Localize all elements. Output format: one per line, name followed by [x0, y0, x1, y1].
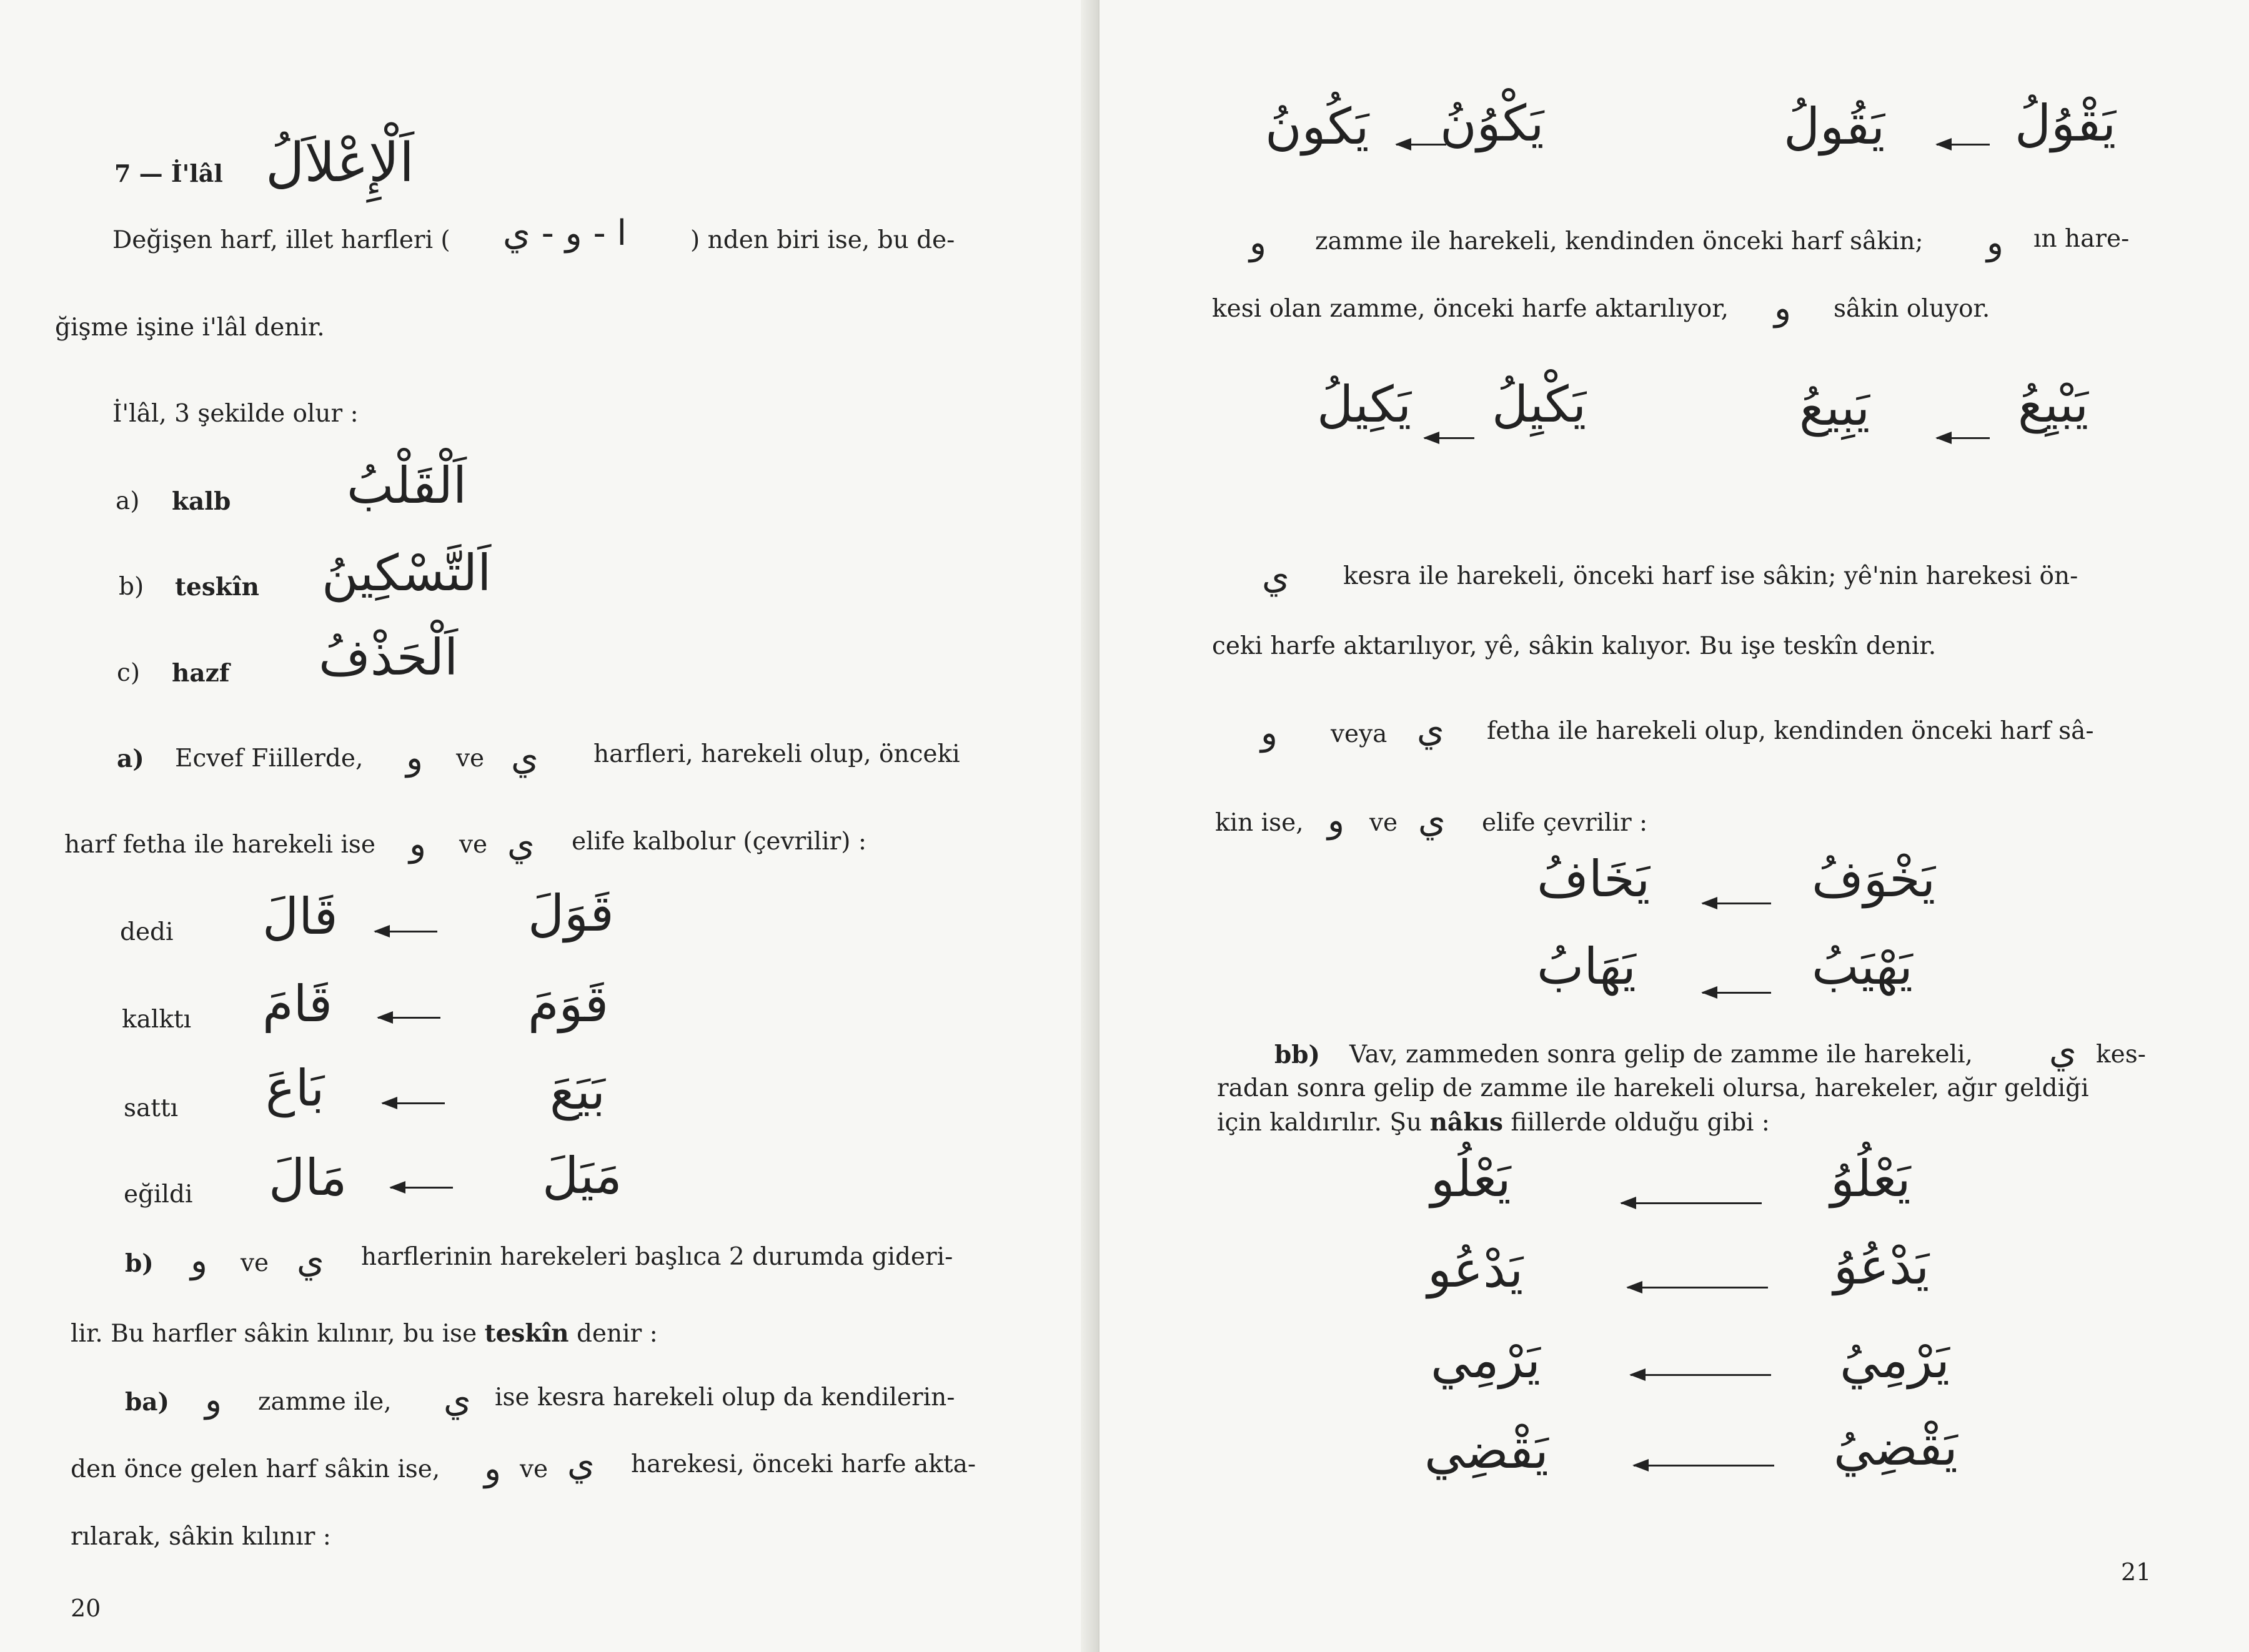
example-result: يَهَابُ — [1537, 937, 1636, 996]
arrow-left-icon — [1631, 1374, 1771, 1376]
right-p2-line1: kesra ile harekeli, önceki harf ise sâkin; yê'nin harekesi ön- — [1343, 562, 2078, 590]
example-meaning: eğildi — [124, 1180, 193, 1209]
arrow-left-icon — [378, 1017, 440, 1019]
example-result: بَاعَ — [266, 1059, 325, 1117]
type-letter: b) — [119, 573, 144, 601]
subsection-a-text-b: harfleri, harekeli olup, önceki — [593, 740, 960, 768]
example-source: يَقْوُلُ — [2015, 94, 2117, 152]
waw-letter: و — [1328, 800, 1345, 841]
subsection-bb-label: bb) — [1274, 1041, 1320, 1069]
page-number: 21 — [2121, 1558, 2152, 1586]
subsection-a-line2: harf fetha ile harekeli ise — [64, 831, 375, 859]
ya-letter: ي — [507, 824, 535, 864]
ve-text: ve — [1369, 809, 1398, 837]
waw-letter: و — [484, 1448, 502, 1489]
example-meaning: sattı — [124, 1094, 179, 1122]
example-source: يَرْمِيُ — [1840, 1331, 1950, 1389]
example-meaning: dedi — [120, 918, 174, 946]
intro-text-a: Değişen harf, illet harfleri ( — [112, 226, 450, 254]
right-p3-line1: fetha ile harekeli olup, kendinden önceki harf sâ- — [1487, 717, 2094, 745]
example-result: يَدْعُو — [1427, 1240, 1524, 1298]
example-result: قَامَ — [262, 975, 333, 1033]
subsection-b-text: harflerinin harekeleri başlıca 2 durumda gideri- — [361, 1243, 953, 1271]
arrow-left-icon — [1937, 144, 1990, 146]
type-arabic: اَلْقَلْبُ — [347, 457, 467, 515]
right-p1-line2-b: sâkin oluyor. — [1834, 295, 1990, 323]
waw-letter: و — [1774, 288, 1792, 329]
example-source: يَخْوَفُ — [1812, 850, 1936, 908]
example-result: يَكِيلُ — [1317, 375, 1412, 433]
ve-text: ve — [520, 1455, 549, 1483]
heading-arabic: اَلْإِعْلاَلُ — [266, 132, 415, 194]
arrow-left-icon — [1424, 437, 1474, 439]
subsection-ba-text-b: ise kesra harekeli olup da kendilerin- — [495, 1383, 955, 1412]
right-page — [1100, 0, 2249, 1652]
waw-letter: و — [409, 824, 427, 864]
veya-text: veya — [1331, 720, 1388, 748]
arrow-left-icon — [1627, 1287, 1768, 1288]
example-source: يَكْوُنُ — [1440, 94, 1544, 152]
right-p1-text-b: ın hare- — [2033, 225, 2130, 253]
subsection-b-label: b) — [125, 1249, 154, 1278]
ya-letter: ي — [1417, 710, 1444, 750]
example-source: يَقْضِيُ — [1834, 1418, 1958, 1476]
nakis-term: nâkıs — [1429, 1108, 1503, 1137]
waw-letter: و — [1987, 222, 2004, 263]
right-p3-line2-b: elife çevrilir : — [1482, 809, 1648, 837]
type-name: teskîn — [175, 573, 259, 601]
arrow-left-icon — [1937, 437, 1990, 439]
subsection-a-label: a) — [117, 744, 144, 773]
illet-letters: ا - و - ي — [503, 213, 627, 254]
ve-text: ve — [456, 744, 485, 773]
example-source: قَوَلَ — [528, 884, 614, 942]
example-source: بَيَعَ — [550, 1062, 605, 1120]
arrow-left-icon — [375, 931, 437, 932]
subsection-ba-line3: rılarak, sâkin kılınır : — [71, 1523, 331, 1551]
subsection-b-line2-b: denir : — [576, 1320, 658, 1348]
example-result: مَالَ — [269, 1149, 347, 1207]
subsection-a-line2-b: elife kalbolur (çevrilir) : — [572, 828, 866, 856]
example-source: يَعْلُوُ — [1830, 1150, 1911, 1208]
arrow-left-icon — [390, 1187, 453, 1189]
ve-text: ve — [459, 831, 488, 859]
waw-letter: و — [205, 1380, 222, 1420]
example-source: يَهْيَبُ — [1812, 937, 1913, 996]
example-source: يَبْيِعُ — [2018, 375, 2089, 433]
subsection-b-line2-a: lir. Bu harfler sâkin kılınır, bu ise — [71, 1320, 477, 1348]
ve-text: ve — [241, 1249, 269, 1277]
subsection-ba-text-a: zamme ile, — [258, 1388, 392, 1416]
subsection-ba-label: ba) — [125, 1388, 169, 1417]
subsection-bb-line2: radan sonra gelip de zamme ile harekeli olursa, harekeler, ağır geldiği — [1217, 1074, 2089, 1102]
subsection-a-text: Ecvef Fiillerde, — [175, 744, 364, 773]
waw-letter: و — [1249, 222, 1267, 263]
example-result: يَقْضِي — [1424, 1422, 1549, 1480]
subsection-ba-line2-b: harekesi, önceki harfe akta- — [631, 1450, 976, 1478]
arrow-left-icon — [1634, 1465, 1774, 1467]
type-letter: a) — [116, 487, 140, 515]
type-name: hazf — [172, 659, 230, 688]
example-result: يَرْمِي — [1431, 1331, 1541, 1389]
arrow-left-icon — [1702, 992, 1771, 994]
example-source: يَكْيِلُ — [1492, 375, 1587, 433]
example-result: يَخَافُ — [1537, 850, 1651, 908]
ya-letter: ي — [1262, 556, 1289, 597]
ya-letter: ي — [1418, 800, 1446, 841]
example-meaning: kalktı — [122, 1006, 192, 1034]
ya-letter: ي — [567, 1443, 595, 1484]
intro-text-line2: ğişme işine i'lâl denir. — [55, 314, 325, 342]
type-arabic: اَلْحَذْفُ — [319, 628, 459, 686]
subsection-b-line2 — [71, 1319, 658, 1349]
type-letter: c) — [117, 659, 141, 687]
subsection-bb-line3-b: fiillerde olduğu gibi : — [1511, 1109, 1770, 1137]
example-result: يَعْلُو — [1431, 1150, 1511, 1208]
example-result: يَكُونُ — [1265, 97, 1369, 156]
subsection-ba-line2-a: den önce gelen harf sâkin ise, — [71, 1455, 440, 1483]
example-source: قَوَمَ — [528, 975, 609, 1033]
example-result: يَقُولُ — [1784, 97, 1885, 156]
waw-letter: و — [191, 1240, 208, 1281]
section-heading: 7 — İ'lâl — [114, 159, 223, 187]
arrow-left-icon — [1621, 1202, 1762, 1204]
ya-letter: ي — [511, 738, 539, 778]
ya-letter: ي — [444, 1380, 471, 1420]
right-p3-line2-a: kin ise, — [1215, 809, 1304, 837]
example-result: يَبِيعُ — [1799, 378, 1870, 437]
type-name: kalb — [172, 487, 231, 516]
arrow-left-icon — [1396, 144, 1446, 146]
type-arabic: اَلتَّسْكِينُ — [322, 544, 492, 602]
right-p2-line2: ceki harfe aktarılıyor, yê, sâkin kalıyor. Bu işe teskîn denir. — [1212, 632, 1937, 660]
subsection-bb-line3 — [1217, 1108, 1770, 1138]
ilal-types-intro: İ'lâl, 3 şekilde olur : — [112, 400, 359, 428]
page-number: 20 — [71, 1595, 101, 1622]
left-page — [0, 0, 1093, 1652]
example-result: قَالَ — [262, 888, 338, 946]
ya-letter: ي — [2049, 1031, 2077, 1072]
subsection-bb-text-a: Vav, zammeden sonra gelip de zamme ile harekeli, — [1349, 1041, 1973, 1069]
teskin-term: teskîn — [484, 1319, 569, 1348]
example-source: يَدْعُوُ — [1834, 1237, 1930, 1295]
intro-text-b: ) nden biri ise, bu de- — [690, 226, 955, 254]
subsection-bb-text-b: kes- — [2096, 1041, 2146, 1069]
right-p1-text-a: zamme ile harekeli, kendinden önceki harf sâkin; — [1315, 227, 1924, 255]
arrow-left-icon — [382, 1102, 445, 1104]
arrow-left-icon — [1702, 903, 1771, 904]
subsection-bb-line3-a: için kaldırılır. Şu — [1217, 1109, 1422, 1137]
example-source: مَيَلَ — [542, 1147, 622, 1205]
waw-letter: و — [406, 738, 424, 778]
waw-letter: و — [1261, 713, 1278, 753]
ya-letter: ي — [297, 1240, 324, 1281]
right-p1-line2-a: kesi olan zamme, önceki harfe aktarılıyor, — [1212, 295, 1729, 323]
